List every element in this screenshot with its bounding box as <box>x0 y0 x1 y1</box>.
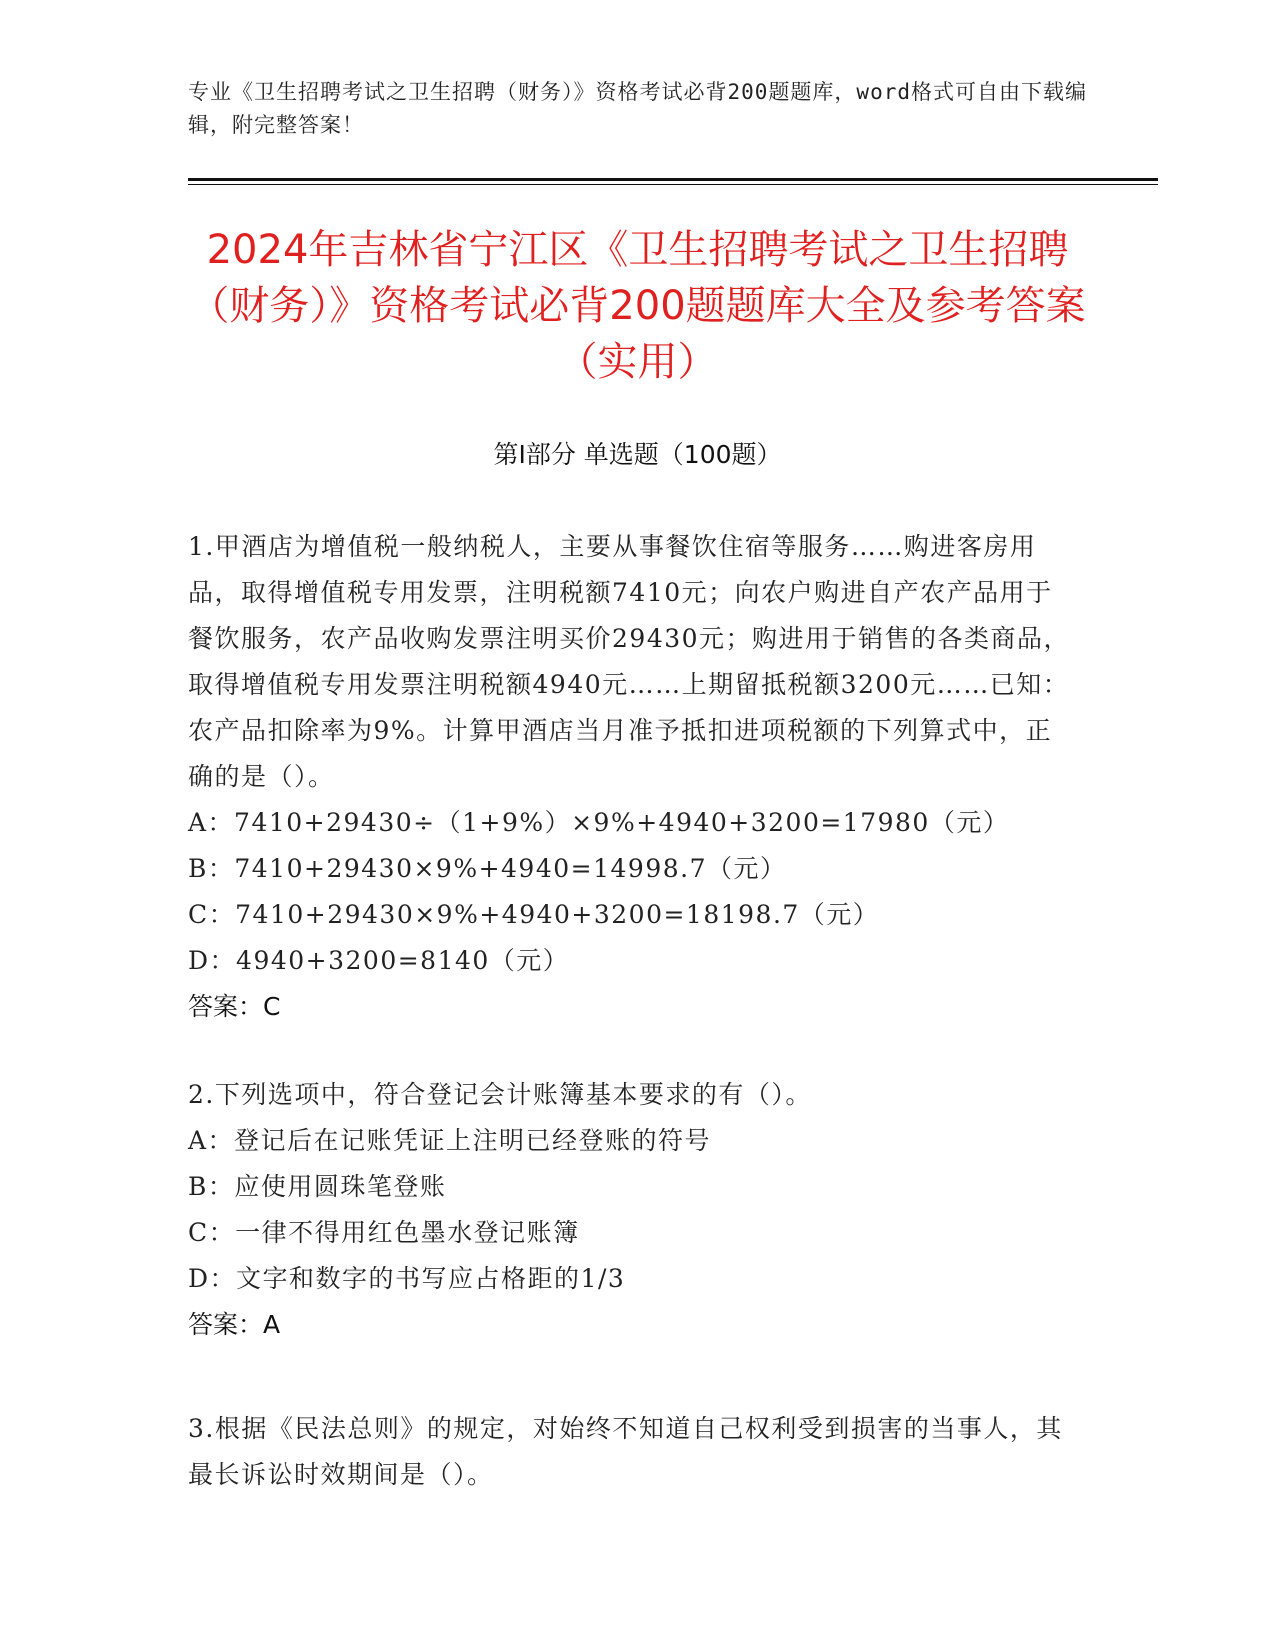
option-b: B：7410+29430×9%+4940=14998.7（元） <box>188 854 787 883</box>
question-stem: 3.根据《民法总则》的规定，对始终不知道自己权利受到损害的当事人，其最长诉讼时效期间是（）。 <box>188 1414 1063 1489</box>
header-note: 专业《卫生招聘考试之卫生招聘（财务）》资格考试必背200题题库，word格式可自由下载编辑，附完整答案！ <box>188 80 1087 137</box>
option-a: A：登记后在记账凭证上注明已经登账的符号 <box>188 1126 712 1155</box>
document-title: 2024年吉林省宁江区《卫生招聘考试之卫生招聘（财务）》资格考试必背200题题库大全及参考答案（实用） <box>189 227 1086 385</box>
answer-line: 答案：A <box>188 1310 281 1339</box>
option-b: B：应使用圆珠笔登账 <box>188 1172 447 1201</box>
question-1 <box>188 524 1078 1030</box>
option-a: A：7410+29430÷（1+9%）×9%+4940+3200=17980（元） <box>188 808 1010 837</box>
question-stem: 1.甲酒店为增值税一般纳税人，主要从事餐饮住宿等服务……购进客房用品，取得增值税专用发票，注明税额7410元；向农户购进自产农产品用于餐饮服务，农产品收购发票注明买价29430元；购进用于销售的各类商品，取得增值税专用发票注明税额4940元……上期留抵税额3200元……已知：农产品扣除率为9%。计算甲酒店当月准予抵扣进项税额的下列算式中，正确的是（）。 <box>188 532 1071 791</box>
header-rule-thick <box>188 178 1158 181</box>
option-d: D：4940+3200=8140（元） <box>188 946 570 975</box>
question-3 <box>188 1406 1078 1498</box>
option-c: C：一律不得用红色墨水登记账簿 <box>188 1218 580 1247</box>
section-heading: 第Ⅰ部分 单选题（100题） <box>493 440 782 469</box>
option-d: D：文字和数字的书写应占格距的1/3 <box>188 1264 626 1293</box>
answer-line: 答案：C <box>188 992 281 1021</box>
header-rule-thin <box>188 184 1158 185</box>
question-2 <box>188 1072 1078 1348</box>
option-c: C：7410+29430×9%+4940+3200=18198.7（元） <box>188 900 880 929</box>
question-stem: 2.下列选项中，符合登记会计账簿基本要求的有（）。 <box>188 1080 812 1109</box>
